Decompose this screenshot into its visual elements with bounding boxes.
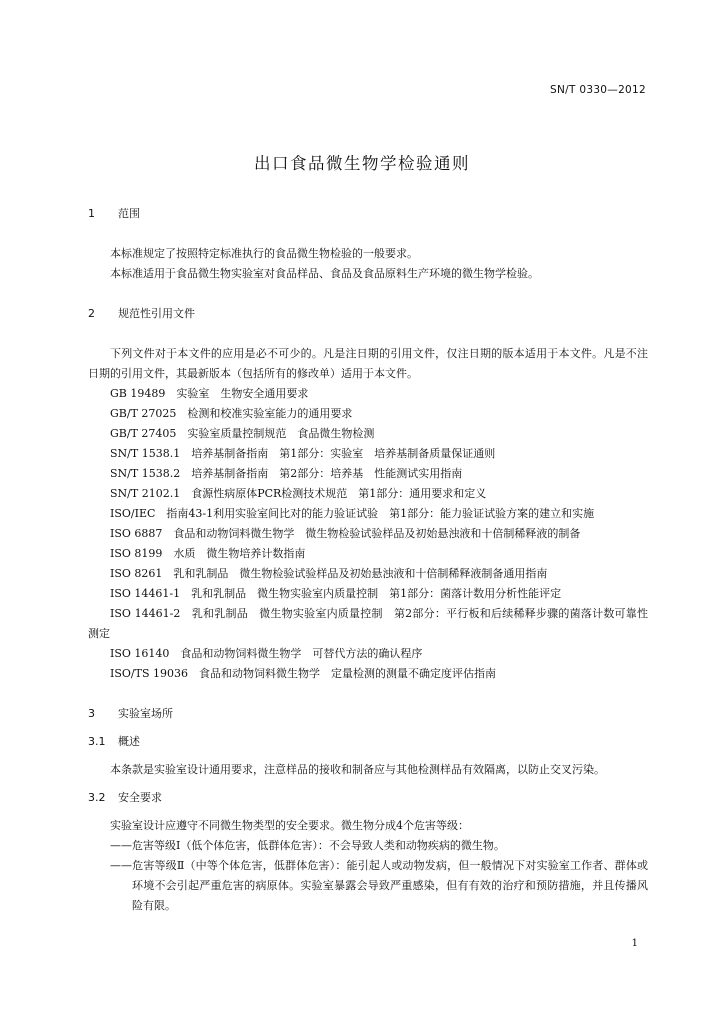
reference-title: 实验室 生物安全通用要求	[176, 387, 309, 400]
reference-code: GB 19489	[110, 387, 166, 400]
reference-code: ISO 8261	[110, 567, 163, 580]
section-heading	[88, 204, 648, 224]
reference-title: 食品和动物饲料微生物学 微生物检验试验样品及初始悬浊液和十倍制稀释液的制备	[173, 527, 581, 540]
subsection-heading	[88, 732, 648, 752]
reference-title: 检测和校准实验室能力的通用要求	[187, 407, 353, 420]
document-body	[88, 204, 648, 916]
reference-code: SN/T 1538.2	[110, 467, 181, 480]
reference-item	[88, 584, 648, 604]
reference-item	[88, 524, 648, 544]
reference-code: GB/T 27025	[110, 407, 177, 420]
reference-list	[88, 384, 648, 684]
reference-title: 食源性病原体PCR检测技术规范 第1部分：通用要求和定义	[191, 487, 487, 500]
standard-code: SN/T 0330—2012	[550, 84, 646, 96]
paragraph: 实验室设计应遵守不同微生物类型的安全要求。微生物分成4个危害等级：	[110, 819, 469, 832]
paragraph: 本标准适用于食品微生物实验室对食品样品、食品及食品原料生产环境的微生物学检验。	[110, 267, 539, 280]
reference-item	[88, 564, 648, 584]
reference-item	[88, 644, 648, 664]
reference-code: ISO 6887	[110, 527, 163, 540]
reference-item	[88, 604, 648, 644]
paragraph: 下列文件对于本文件的应用是必不可少的。凡是注日期的引用文件，仅注日期的版本适用于本文件。凡是不注日期的引用文件，其最新版本（包括所有的修改单）适用于本文件。	[88, 347, 648, 380]
reference-item	[88, 464, 648, 484]
reference-title: 实验室质量控制规范 食品微生物检测	[187, 427, 375, 440]
subsection-heading	[88, 788, 648, 808]
reference-title: 水质 微生物培养计数指南	[173, 547, 306, 560]
reference-code: SN/T 2102.1	[110, 487, 181, 500]
reference-item	[88, 424, 648, 444]
reference-item	[88, 504, 648, 524]
reference-item	[88, 544, 648, 564]
reference-code: SN/T 1538.1	[110, 447, 181, 460]
section-heading	[88, 304, 648, 324]
paragraph: 本条款是实验室设计通用要求，注意样品的接收和制备应与其他检测样品有效隔离，以防止交叉污染。	[110, 763, 605, 776]
reference-code: ISO 8199	[110, 547, 163, 560]
reference-item	[88, 484, 648, 504]
section-title: 规范性引用文件	[118, 307, 195, 320]
reference-item	[88, 404, 648, 424]
reference-title: 乳和乳制品 微生物实验室内质量控制 第1部分：菌落计数用分析性能评定	[191, 587, 562, 600]
paragraph: 本标准规定了按照特定标准执行的食品微生物检验的一般要求。	[110, 247, 418, 260]
subsection-title: 安全要求	[118, 791, 162, 804]
reference-title: 指南43-1利用实验室间比对的能力验证试验 第1部分：能力验证试验方案的建立和实施	[166, 507, 595, 520]
reference-item	[88, 664, 648, 684]
reference-code: ISO/IEC	[110, 507, 156, 520]
reference-title: 食品和动物饲料微生物学 可替代方法的确认程序	[180, 647, 423, 660]
subsection-number: 3.1	[88, 735, 106, 748]
document-title: 出口食品微生物学检验通则	[254, 154, 470, 173]
reference-title: 乳和乳制品 微生物检验试验样品及初始悬浊液和十倍制稀释液制备通用指南	[173, 567, 548, 580]
reference-item	[88, 444, 648, 464]
section-title: 范围	[118, 207, 140, 220]
reference-title: 乳和乳制品 微生物实验室内质量控制 第2部分：平行板和后续稀释步骤的菌落计数可靠性测定	[88, 607, 649, 640]
section-title: 实验室场所	[118, 707, 173, 720]
reference-code: ISO/TS 19036	[110, 667, 188, 680]
section-number: 2	[88, 307, 95, 320]
subsection-title: 概述	[118, 735, 140, 748]
reference-title: 食品和动物饲料微生物学 定量检测的测量不确定度评估指南	[198, 667, 496, 680]
reference-code: ISO 16140	[110, 647, 170, 660]
section-number: 3	[88, 707, 95, 720]
section-heading	[88, 704, 648, 724]
reference-item	[88, 384, 648, 404]
reference-title: 培养基制备指南 第1部分：实验室 培养基制备质量保证通则	[191, 447, 496, 460]
subsection-number: 3.2	[88, 791, 106, 804]
page-number: 1	[631, 938, 638, 949]
reference-title: 培养基制备指南 第2部分：培养基 性能测试实用指南	[191, 467, 463, 480]
hazard-level-item: ——危害等级Ⅱ（中等个体危害，低群体危害）：能引起人或动物发病，但一般情况下对实验室工作者、群体或环境不会引起严重危害的病原体。实验室暴露会导致严重感染，但有有效的治疗和预防措施，并且传播风险有限。	[110, 859, 648, 912]
reference-code: ISO 14461-2	[110, 607, 181, 620]
reference-code: ISO 14461-1	[110, 587, 181, 600]
hazard-level-item: ——危害等级Ⅰ（低个体危害，低群体危害）：不会导致人类和动物疾病的微生物。	[110, 839, 505, 852]
section-number: 1	[88, 207, 95, 220]
reference-code: GB/T 27405	[110, 427, 177, 440]
